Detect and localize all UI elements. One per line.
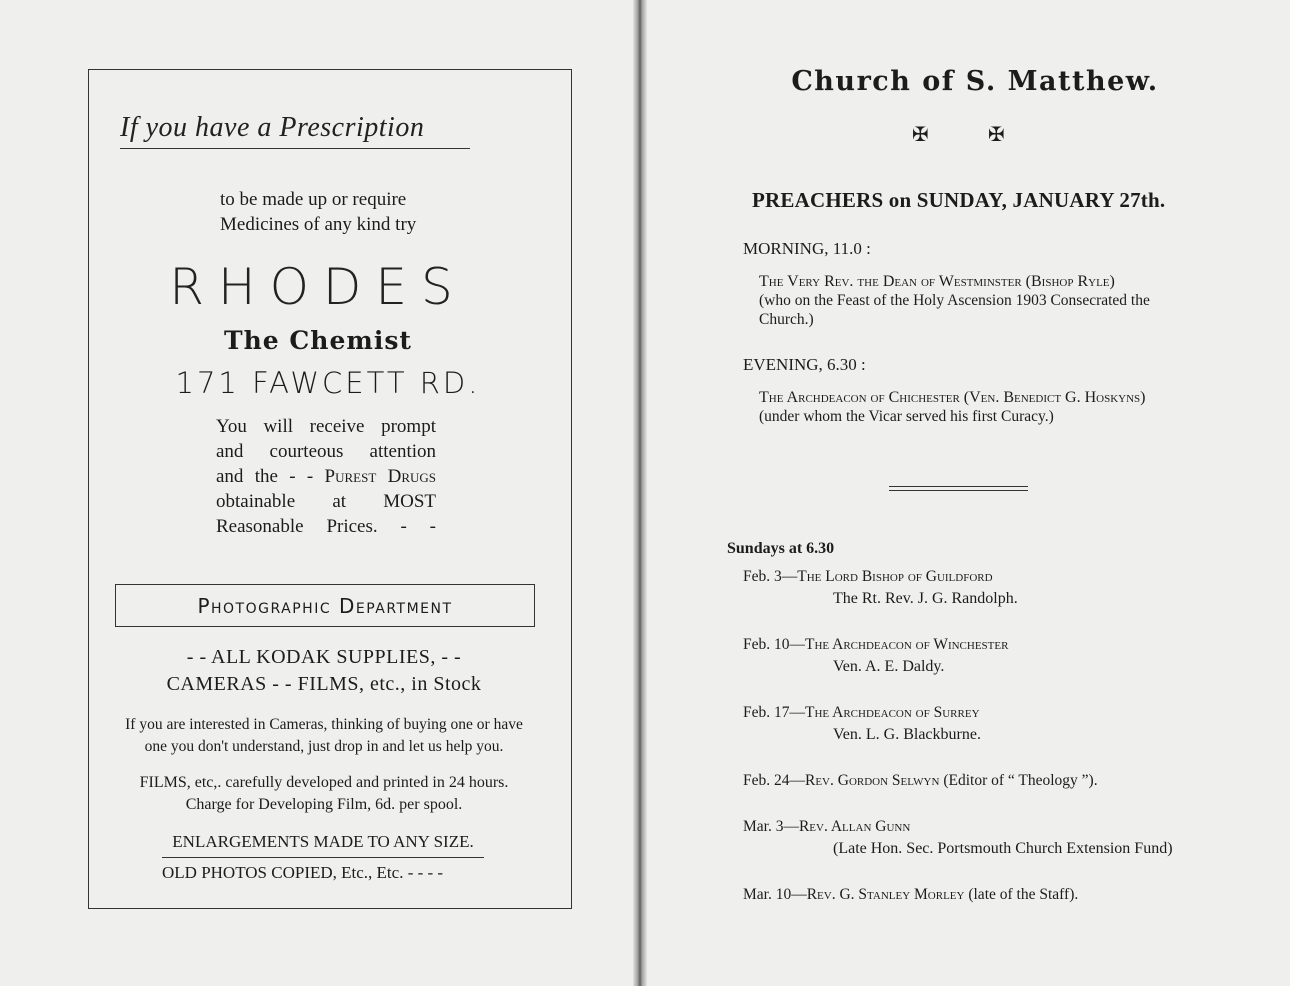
double-rule-divider xyxy=(889,486,1028,491)
ad-promise xyxy=(216,414,436,539)
schedule-detail: Ven. A. E. Daldy. xyxy=(833,658,945,675)
schedule-entry xyxy=(743,634,1008,678)
schedule-preacher: Rev. G. Stanley Morley xyxy=(806,886,965,903)
promise-line xyxy=(216,464,436,489)
evening-service-time: EVENING, 6.30 : xyxy=(743,355,866,374)
cross-ornaments xyxy=(912,122,1064,146)
films-line: FILMS, etc,. carefully developed and printed in 24 hours. xyxy=(139,774,509,791)
morning-service xyxy=(759,272,1189,329)
preachers-title: PREACHERS on SUNDAY, JANUARY 27th. xyxy=(752,188,1166,212)
schedule-preacher: The Lord Bishop of Guildford xyxy=(797,568,993,585)
schedule-detail: (late of the Staff). xyxy=(964,886,1079,903)
promise-line-part: and the - - xyxy=(216,466,325,487)
promise-line: Reasonable Prices. - - xyxy=(216,516,436,537)
schedule-entry-main xyxy=(743,702,981,724)
enlargements-block xyxy=(162,829,484,886)
kodak-line: - - ALL KODAK SUPPLIES, - - xyxy=(186,646,462,668)
cross-icon: ✠ xyxy=(912,122,929,146)
morning-preacher: The Very Rev. the Dean of Westminster (Bishop Ryle) xyxy=(759,273,1115,290)
promise-line: obtainable at MOST xyxy=(216,491,436,512)
schedule-detail: (Editor of “ Theology ”). xyxy=(939,772,1098,789)
schedule-preacher: The Archdeacon of Surrey xyxy=(805,704,980,721)
morning-service-time: MORNING, 11.0 : xyxy=(743,239,871,258)
schedule-entry xyxy=(743,770,1098,792)
schedule-preacher: Rev. Allan Gunn xyxy=(798,818,911,835)
films-line: Charge for Developing Film, 6d. per spool. xyxy=(185,796,463,813)
schedule-date: Mar. 10— xyxy=(743,886,807,903)
schedule-date: Feb. 10— xyxy=(743,636,805,653)
schedule-entry-main xyxy=(743,634,1008,656)
business-subtitle: The Chemist xyxy=(224,326,412,355)
schedule-entry-main xyxy=(743,816,1173,838)
films-text xyxy=(114,772,534,816)
promise-line: and courteous attention xyxy=(216,441,436,462)
kodak-supplies xyxy=(0,644,648,698)
ad-intro-line: to be made up or require xyxy=(220,189,407,210)
enlargements-line: ENLARGEMENTS MADE TO ANY SIZE. xyxy=(162,829,484,858)
schedule-entry xyxy=(743,566,1018,610)
schedule-date: Mar. 3— xyxy=(743,818,799,835)
schedule-date: Feb. 3— xyxy=(743,568,798,585)
schedule-entry-main xyxy=(743,884,1078,906)
kodak-line: CAMERAS - - FILMS, etc., in Stock xyxy=(166,673,482,695)
schedule-entry xyxy=(743,816,1173,860)
old-photos-line: OLD PHOTOS COPIED, Etc., Etc. - - - - xyxy=(162,863,444,882)
schedule-preacher: Rev. Gordon Selwyn xyxy=(805,772,940,789)
schedule-entry-main xyxy=(743,566,1018,588)
help-text: If you are interested in Cameras, thinking of buying one or have one you don't understand, just drop in and let us help you. xyxy=(125,716,523,755)
business-address: 171 FAWCETT RD. xyxy=(175,366,481,400)
schedule-date: Feb. 24— xyxy=(743,772,805,789)
sundays-heading: Sundays at 6.30 xyxy=(727,540,835,557)
cross-icon: ✠ xyxy=(988,122,1005,146)
schedule-entry xyxy=(743,884,1078,906)
schedule-detail: The Rt. Rev. J. G. Randolph. xyxy=(833,590,1018,607)
business-name: RHODES xyxy=(169,258,467,316)
promise-line: You will receive prompt xyxy=(216,416,436,437)
ad-intro-line: Medicines of any kind try xyxy=(220,214,417,235)
schedule-preacher: The Archdeacon of Winchester xyxy=(805,636,1009,653)
ad-heading: If you have a Prescription xyxy=(120,112,425,143)
schedule-detail: Ven. L. G. Blackburne. xyxy=(833,726,981,743)
ad-intro xyxy=(220,187,460,237)
purest-drugs: Purest Drugs xyxy=(324,466,436,487)
morning-note: (who on the Feast of the Holy Ascension 1903 Consecrated the Church.) xyxy=(759,292,1150,328)
church-title xyxy=(0,66,1290,97)
ad-heading-underline xyxy=(120,148,470,149)
evening-service xyxy=(759,388,1189,426)
schedule-entry-main xyxy=(743,770,1098,792)
evening-preacher: The Archdeacon of Chichester (Ven. Benedict G. Hoskyns) xyxy=(759,389,1146,406)
photo-department-banner: Photographic Department xyxy=(115,584,535,627)
schedule-detail: (Late Hon. Sec. Portsmouth Church Extension Fund) xyxy=(833,840,1173,857)
book-gutter xyxy=(633,0,647,986)
schedule-date: Feb. 17— xyxy=(743,704,805,721)
schedule-entry xyxy=(743,702,981,746)
evening-note: (under whom the Vicar served his first Curacy.) xyxy=(759,408,1054,425)
church-name: Church of S. Matthew. xyxy=(791,66,1159,97)
